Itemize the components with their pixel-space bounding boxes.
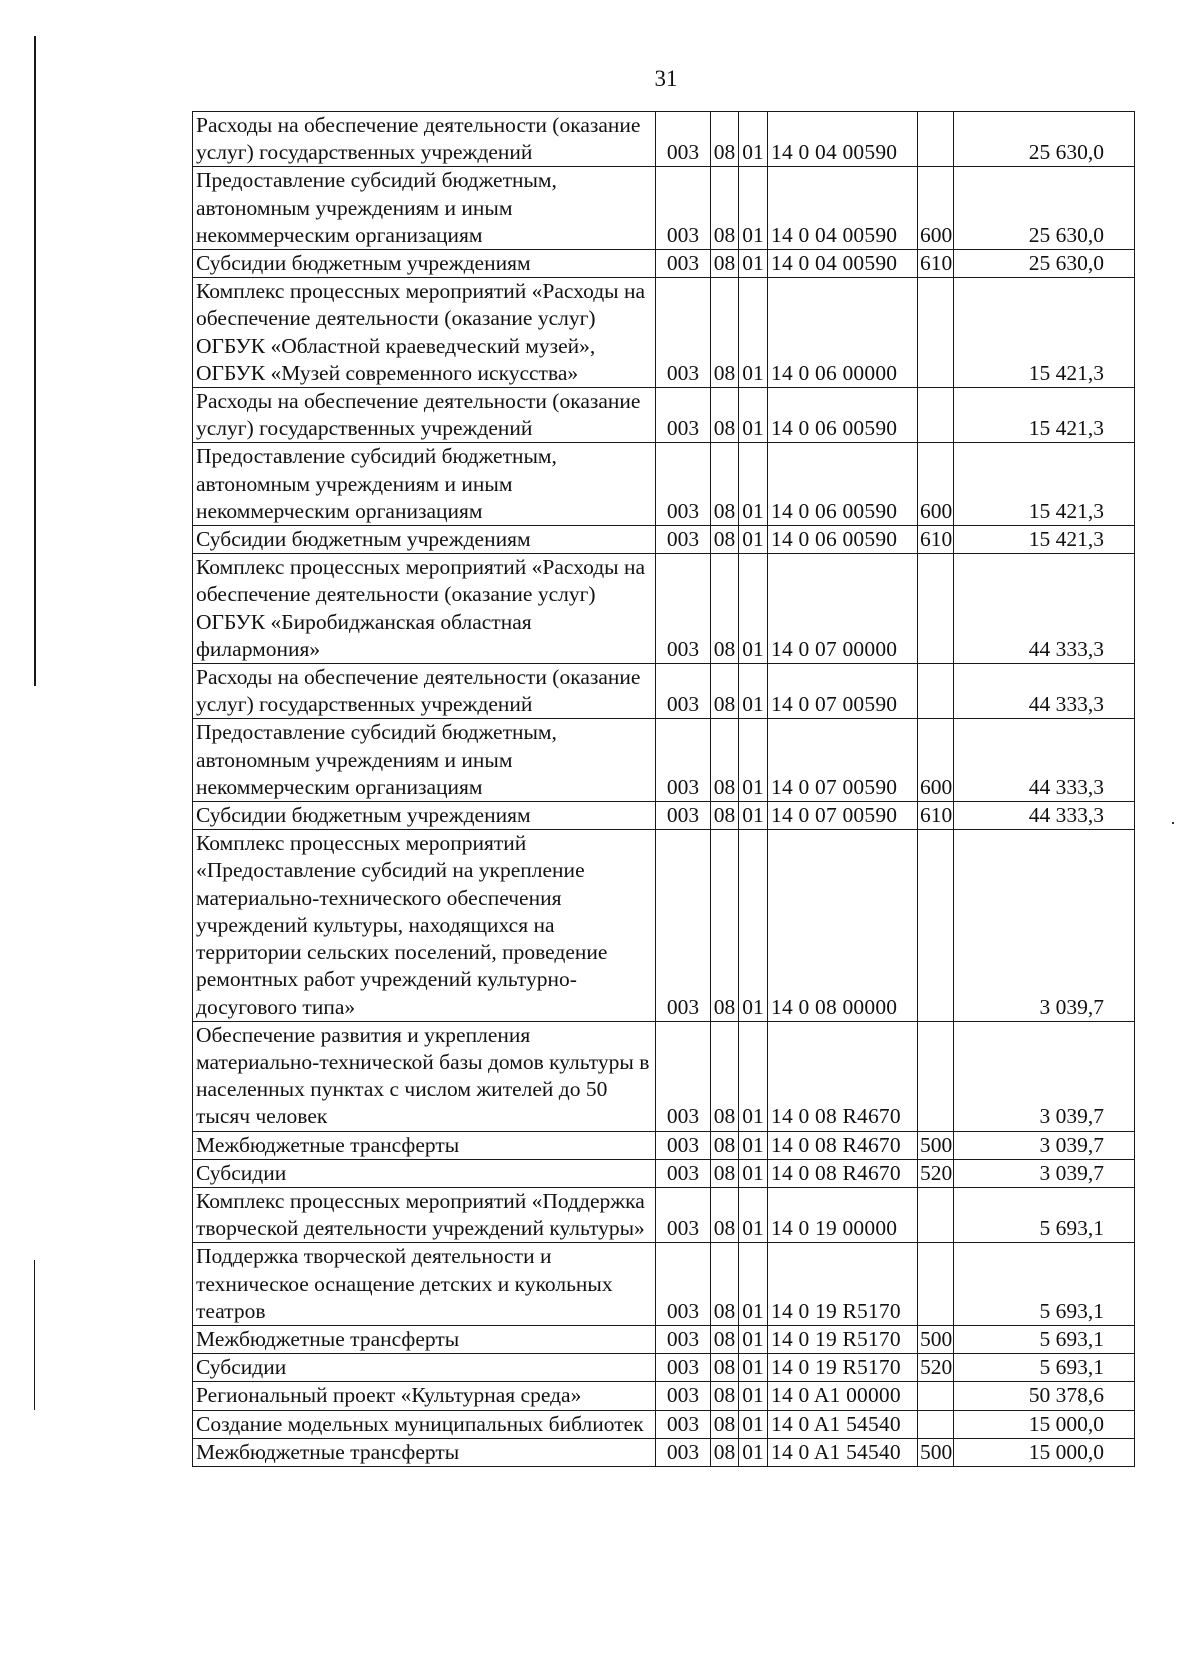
page-number: 31 <box>654 66 678 91</box>
ministry-code: 003 <box>656 278 711 388</box>
target-article-code: 14 0 07 00590 <box>768 664 918 719</box>
section-code: 08 <box>711 388 739 443</box>
expense-type-code: 600 <box>918 167 954 250</box>
row-name: Межбюджетные трансферты <box>193 1438 656 1466</box>
row-name: Предоставление субсидий бюджетным, автономным учреждениям и иным некоммерческим организациям <box>193 443 656 526</box>
ministry-code: 003 <box>656 526 711 554</box>
ministry-code: 003 <box>656 1382 711 1410</box>
target-article-code: 14 0 07 00000 <box>768 554 918 664</box>
subsection-code: 01 <box>739 1021 768 1131</box>
target-article-code: 14 0 06 00590 <box>768 526 918 554</box>
subsection-code: 01 <box>739 1325 768 1353</box>
subsection-code: 01 <box>739 1410 768 1438</box>
subsection-code: 01 <box>739 802 768 830</box>
subsection-code: 01 <box>739 719 768 802</box>
section-code: 08 <box>711 1438 739 1466</box>
expense-type-code <box>918 278 954 388</box>
subsection-code: 01 <box>739 554 768 664</box>
subsection-code: 01 <box>739 664 768 719</box>
expense-type-code: 520 <box>918 1159 954 1187</box>
expense-type-code <box>918 112 954 167</box>
subsection-code: 01 <box>739 278 768 388</box>
amount: 3 039,7 <box>954 830 1135 1021</box>
section-code: 08 <box>711 1382 739 1410</box>
row-name: Предоставление субсидий бюджетным, автономным учреждениям и иным некоммерческим организациям <box>193 719 656 802</box>
subsection-code: 01 <box>739 1243 768 1326</box>
amount: 3 039,7 <box>954 1159 1135 1187</box>
section-code: 08 <box>711 719 739 802</box>
row-name: Субсидии бюджетным учреждениям <box>193 802 656 830</box>
expense-type-code: 500 <box>918 1438 954 1466</box>
expense-type-code <box>918 830 954 1021</box>
ministry-code: 003 <box>656 1021 711 1131</box>
amount: 50 378,6 <box>954 1382 1135 1410</box>
table-row <box>193 1325 1135 1353</box>
row-name: Предоставление субсидий бюджетным, автономным учреждениям и иным некоммерческим организациям <box>193 167 656 250</box>
amount: 5 693,1 <box>954 1243 1135 1326</box>
table-row <box>193 554 1135 664</box>
table-row <box>193 664 1135 719</box>
row-name: Расходы на обеспечение деятельности (оказание услуг) государственных учреждений <box>193 664 656 719</box>
target-article-code: 14 0 19 R5170 <box>768 1243 918 1326</box>
ministry-code: 003 <box>656 443 711 526</box>
target-article-code: 14 0 08 R4670 <box>768 1021 918 1131</box>
table-row <box>193 388 1135 443</box>
target-article-code: 14 0 06 00590 <box>768 388 918 443</box>
amount: 3 039,7 <box>954 1021 1135 1131</box>
expense-type-code <box>918 1410 954 1438</box>
table-row <box>193 526 1135 554</box>
amount: 25 630,0 <box>954 112 1135 167</box>
left-margin-line-lower <box>34 1260 35 1410</box>
expense-type-code: 610 <box>918 526 954 554</box>
section-code: 08 <box>711 1187 739 1242</box>
subsection-code: 01 <box>739 112 768 167</box>
amount: 15 421,3 <box>954 388 1135 443</box>
table-row <box>193 443 1135 526</box>
amount: 5 693,1 <box>954 1187 1135 1242</box>
section-code: 08 <box>711 278 739 388</box>
target-article-code: 14 0 06 00000 <box>768 278 918 388</box>
ministry-code: 003 <box>656 1410 711 1438</box>
subsection-code: 01 <box>739 250 768 278</box>
ministry-code: 003 <box>656 167 711 250</box>
row-name: Комплекс процессных мероприятий «Поддержка творческой деятельности учреждений культуры» <box>193 1187 656 1242</box>
table-row <box>193 1021 1135 1131</box>
amount: 44 333,3 <box>954 802 1135 830</box>
expense-type-code: 520 <box>918 1354 954 1382</box>
table-row <box>193 1410 1135 1438</box>
amount: 5 693,1 <box>954 1325 1135 1353</box>
row-name: Комплекс процессных мероприятий «Предоставление субсидий на укрепление материально-технического обеспечения учреждений культуры, находящихся на территории сельских поселений, проведение ремонтных работ учреждений культурно-досугового типа» <box>193 830 656 1021</box>
ministry-code: 003 <box>656 554 711 664</box>
table-row <box>193 1187 1135 1242</box>
row-name: Создание модельных муниципальных библиотек <box>193 1410 656 1438</box>
section-code: 08 <box>711 1325 739 1353</box>
target-article-code: 14 0 07 00590 <box>768 719 918 802</box>
section-code: 08 <box>711 802 739 830</box>
subsection-code: 01 <box>739 1354 768 1382</box>
subsection-code: 01 <box>739 1187 768 1242</box>
expense-type-code: 610 <box>918 802 954 830</box>
ministry-code: 003 <box>656 388 711 443</box>
expense-type-code <box>918 1021 954 1131</box>
amount: 3 039,7 <box>954 1131 1135 1159</box>
expense-type-code <box>918 1187 954 1242</box>
row-name: Субсидии <box>193 1159 656 1187</box>
expense-type-code <box>918 1243 954 1326</box>
subsection-code: 01 <box>739 1382 768 1410</box>
table-row <box>193 1131 1135 1159</box>
expense-type-code <box>918 388 954 443</box>
target-article-code: 14 0 A1 54540 <box>768 1410 918 1438</box>
amount: 5 693,1 <box>954 1354 1135 1382</box>
table-row <box>193 167 1135 250</box>
ministry-code: 003 <box>656 112 711 167</box>
amount: 15 000,0 <box>954 1438 1135 1466</box>
ministry-code: 003 <box>656 1354 711 1382</box>
subsection-code: 01 <box>739 1438 768 1466</box>
amount: 25 630,0 <box>954 250 1135 278</box>
row-name: Комплекс процессных мероприятий «Расходы на обеспечение деятельности (оказание услуг) ОГБУК «Биробиджанская областная филармония» <box>193 554 656 664</box>
table-row <box>193 250 1135 278</box>
amount: 44 333,3 <box>954 664 1135 719</box>
target-article-code: 14 0 19 R5170 <box>768 1325 918 1353</box>
target-article-code: 14 0 19 00000 <box>768 1187 918 1242</box>
target-article-code: 14 0 08 R4670 <box>768 1159 918 1187</box>
section-code: 08 <box>711 250 739 278</box>
section-code: 08 <box>711 1243 739 1326</box>
amount: 15 421,3 <box>954 443 1135 526</box>
section-code: 08 <box>711 443 739 526</box>
section-code: 08 <box>711 1159 739 1187</box>
target-article-code: 14 0 08 R4670 <box>768 1131 918 1159</box>
table-row <box>193 1382 1135 1410</box>
section-code: 08 <box>711 1021 739 1131</box>
ministry-code: 003 <box>656 1187 711 1242</box>
table-row <box>193 1159 1135 1187</box>
row-name: Субсидии бюджетным учреждениям <box>193 526 656 554</box>
ministry-code: 003 <box>656 250 711 278</box>
target-article-code: 14 0 07 00590 <box>768 802 918 830</box>
ministry-code: 003 <box>656 802 711 830</box>
expense-type-code: 500 <box>918 1325 954 1353</box>
table-row <box>193 802 1135 830</box>
row-name: Комплекс процессных мероприятий «Расходы на обеспечение деятельности (оказание услуг) ОГБУК «Областной краеведческий музей», ОГБУК «Музей современного искусства» <box>193 278 656 388</box>
subsection-code: 01 <box>739 443 768 526</box>
subsection-code: 01 <box>739 1159 768 1187</box>
subsection-code: 01 <box>739 388 768 443</box>
expense-type-code <box>918 1382 954 1410</box>
amount: 15 421,3 <box>954 278 1135 388</box>
ministry-code: 003 <box>656 1131 711 1159</box>
section-code: 08 <box>711 1410 739 1438</box>
amount: 25 630,0 <box>954 167 1135 250</box>
ministry-code: 003 <box>656 830 711 1021</box>
table-row <box>193 1243 1135 1326</box>
target-article-code: 14 0 04 00590 <box>768 250 918 278</box>
left-margin-line <box>34 36 36 686</box>
row-name: Расходы на обеспечение деятельности (оказание услуг) государственных учреждений <box>193 112 656 167</box>
amount: 44 333,3 <box>954 719 1135 802</box>
ministry-code: 003 <box>656 664 711 719</box>
target-article-code: 14 0 04 00590 <box>768 112 918 167</box>
row-name: Поддержка творческой деятельности и техническое оснащение детских и кукольных театров <box>193 1243 656 1326</box>
target-article-code: 14 0 04 00590 <box>768 167 918 250</box>
row-name: Региональный проект «Культурная среда» <box>193 1382 656 1410</box>
section-code: 08 <box>711 526 739 554</box>
expense-type-code: 500 <box>918 1131 954 1159</box>
scan-speck <box>1172 822 1174 824</box>
row-name: Расходы на обеспечение деятельности (оказание услуг) государственных учреждений <box>193 388 656 443</box>
row-name: Субсидии бюджетным учреждениям <box>193 250 656 278</box>
target-article-code: 14 0 19 R5170 <box>768 1354 918 1382</box>
target-article-code: 14 0 A1 54540 <box>768 1438 918 1466</box>
subsection-code: 01 <box>739 830 768 1021</box>
table-row <box>193 1438 1135 1466</box>
table-row <box>193 278 1135 388</box>
expense-type-code: 610 <box>918 250 954 278</box>
row-name: Межбюджетные трансферты <box>193 1325 656 1353</box>
row-name: Обеспечение развития и укрепления материально-технической базы домов культуры в населенных пунктах с числом жителей до 50 тысяч человек <box>193 1021 656 1131</box>
row-name: Субсидии <box>193 1354 656 1382</box>
expense-type-code: 600 <box>918 719 954 802</box>
subsection-code: 01 <box>739 167 768 250</box>
table-row <box>193 112 1135 167</box>
target-article-code: 14 0 A1 00000 <box>768 1382 918 1410</box>
amount: 15 421,3 <box>954 526 1135 554</box>
expense-type-code <box>918 664 954 719</box>
section-code: 08 <box>711 664 739 719</box>
ministry-code: 003 <box>656 719 711 802</box>
amount: 44 333,3 <box>954 554 1135 664</box>
table-row <box>193 719 1135 802</box>
row-name: Межбюджетные трансферты <box>193 1131 656 1159</box>
section-code: 08 <box>711 112 739 167</box>
ministry-code: 003 <box>656 1325 711 1353</box>
table-row <box>193 830 1135 1021</box>
table-row <box>193 1354 1135 1382</box>
amount: 15 000,0 <box>954 1410 1135 1438</box>
section-code: 08 <box>711 1131 739 1159</box>
target-article-code: 14 0 06 00590 <box>768 443 918 526</box>
subsection-code: 01 <box>739 1131 768 1159</box>
section-code: 08 <box>711 830 739 1021</box>
section-code: 08 <box>711 554 739 664</box>
ministry-code: 003 <box>656 1159 711 1187</box>
budget-table <box>192 111 1135 1467</box>
expense-type-code <box>918 554 954 664</box>
ministry-code: 003 <box>656 1438 711 1466</box>
subsection-code: 01 <box>739 526 768 554</box>
section-code: 08 <box>711 1354 739 1382</box>
target-article-code: 14 0 08 00000 <box>768 830 918 1021</box>
section-code: 08 <box>711 167 739 250</box>
ministry-code: 003 <box>656 1243 711 1326</box>
expense-type-code: 600 <box>918 443 954 526</box>
